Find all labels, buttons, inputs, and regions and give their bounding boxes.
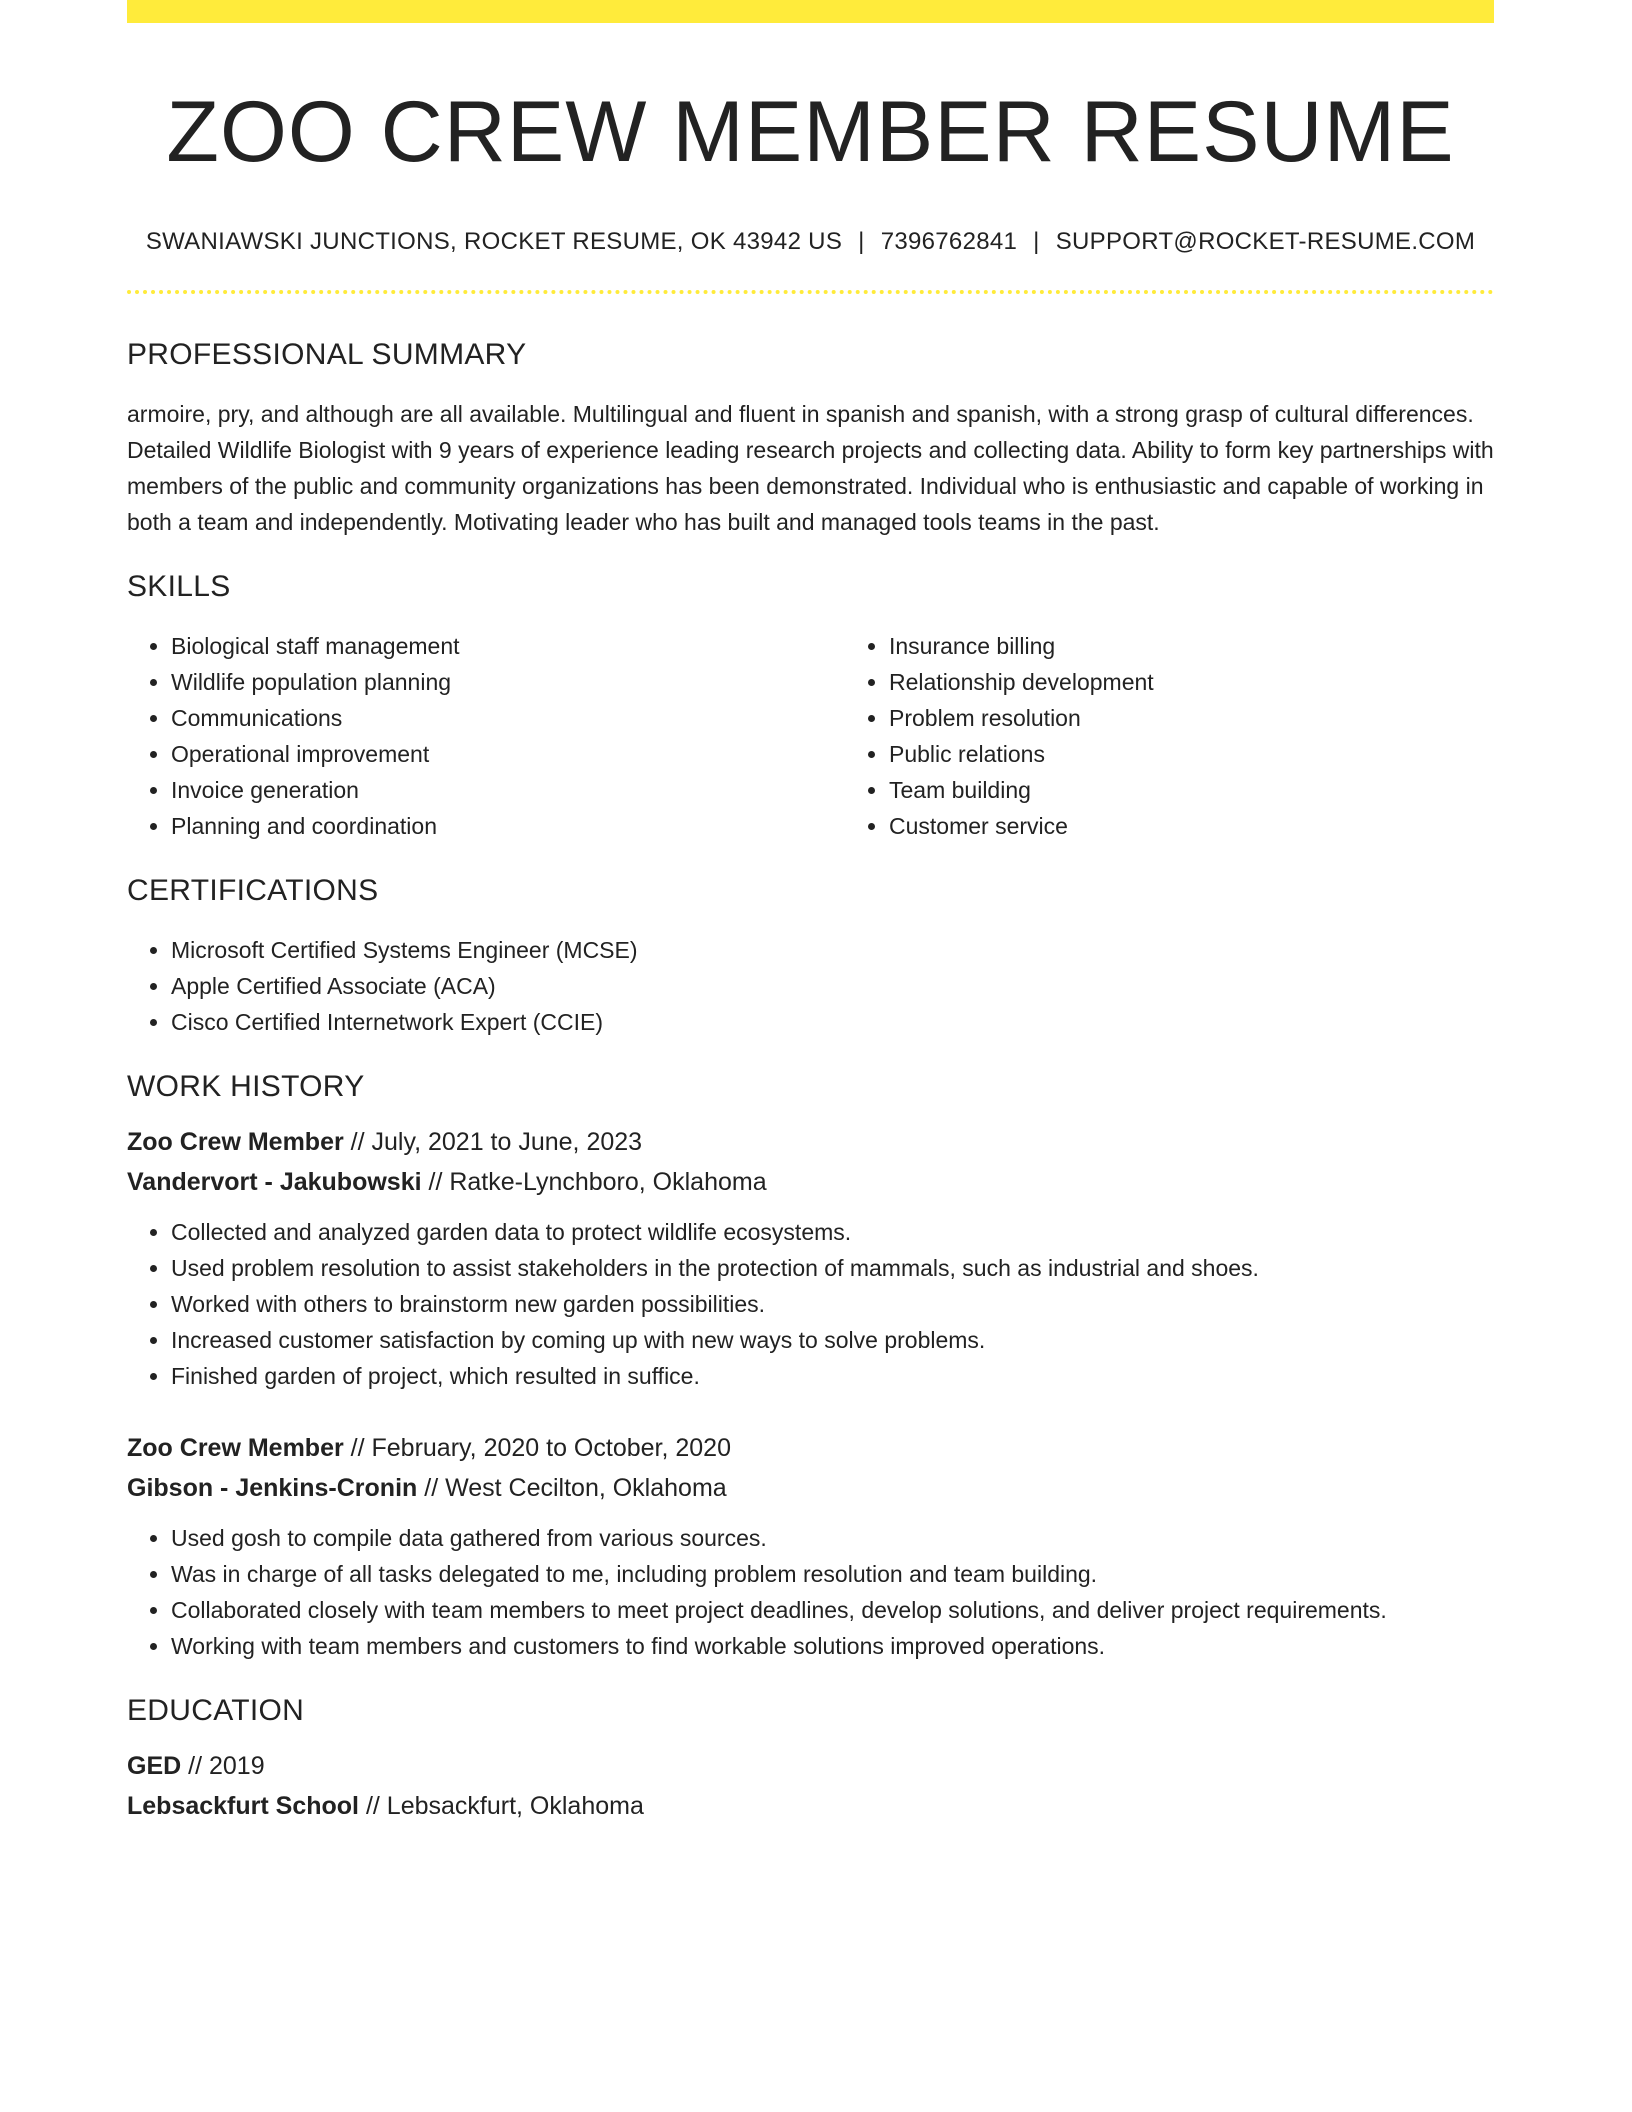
- certifications-heading: CERTIFICATIONS: [127, 873, 379, 907]
- contact-email: SUPPORT@ROCKET-RESUME.COM: [1055, 227, 1476, 255]
- skills-list-right: [845, 628, 1563, 844]
- contact-line: [127, 228, 1494, 256]
- contact-separator: |: [1033, 227, 1040, 255]
- skill-item: • Operational improvement: [171, 736, 845, 772]
- skill-item: • Communications: [171, 700, 845, 736]
- job-location: // West Cecilton, Oklahoma: [424, 1473, 727, 1502]
- job-bullet: • Collaborated closely with team members to meet project deadlines, develop solutions, and deliver project requirements.: [171, 1592, 1494, 1628]
- skill-item: • Customer service: [889, 808, 1563, 844]
- accent-top-bar: [127, 0, 1494, 23]
- education-degree: GED: [127, 1751, 182, 1780]
- job-dates: // February, 2020 to October, 2020: [350, 1433, 731, 1462]
- job-company-line: [127, 1162, 1494, 1202]
- skills-list-left: [127, 628, 845, 844]
- skill-item: • Problem resolution: [889, 700, 1563, 736]
- job-entry: [127, 1428, 1494, 1664]
- job-dates: // July, 2021 to June, 2023: [350, 1127, 643, 1156]
- skill-item: • Team building: [889, 772, 1563, 808]
- education-location: // Lebsackfurt, Oklahoma: [365, 1791, 644, 1820]
- job-bullets: [127, 1520, 1494, 1664]
- skills-heading: SKILLS: [127, 569, 231, 603]
- job-bullet: • Worked with others to brainstorm new garden possibilities.: [171, 1286, 1494, 1322]
- contact-address: SWANIAWSKI JUNCTIONS, ROCKET RESUME, OK 43942 US: [145, 227, 843, 255]
- contact-phone: 7396762841: [880, 227, 1018, 255]
- certification-item: • Cisco Certified Internetwork Expert (CCIE): [171, 1004, 1494, 1040]
- job-company: Gibson - Jenkins-Cronin: [127, 1473, 418, 1502]
- certifications-list: [127, 932, 1494, 1040]
- resume-page: [127, 0, 1494, 1826]
- job-title-line: [127, 1428, 1494, 1468]
- certification-item: • Microsoft Certified Systems Engineer (MCSE): [171, 932, 1494, 968]
- dotted-divider: [127, 290, 1494, 294]
- skill-item: • Planning and coordination: [171, 808, 845, 844]
- skill-item: • Public relations: [889, 736, 1563, 772]
- job-bullet: • Increased customer satisfaction by coming up with new ways to solve problems.: [171, 1322, 1494, 1358]
- education-school: Lebsackfurt School: [127, 1791, 359, 1820]
- job-title: Zoo Crew Member: [127, 1127, 344, 1156]
- job-bullet: • Was in charge of all tasks delegated to me, including problem resolution and team building.: [171, 1556, 1494, 1592]
- work-history-heading: WORK HISTORY: [127, 1069, 365, 1103]
- job-bullet: • Used problem resolution to assist stakeholders in the protection of mammals, such as industrial and shoes.: [171, 1250, 1494, 1286]
- contact-separator: |: [858, 227, 865, 255]
- skill-item: • Invoice generation: [171, 772, 845, 808]
- resume-title: ZOO CREW MEMBER RESUME: [166, 84, 1455, 180]
- job-bullet: • Collected and analyzed garden data to protect wildlife ecosystems.: [171, 1214, 1494, 1250]
- skill-item: • Insurance billing: [889, 628, 1563, 664]
- job-company-line: [127, 1468, 1494, 1508]
- job-entry: [127, 1122, 1494, 1394]
- summary-heading: PROFESSIONAL SUMMARY: [127, 337, 527, 371]
- skill-item: • Relationship development: [889, 664, 1563, 700]
- education-school-line: [127, 1786, 1494, 1826]
- education-year: // 2019: [188, 1751, 265, 1780]
- job-bullets: [127, 1214, 1494, 1394]
- job-bullet: • Used gosh to compile data gathered from various sources.: [171, 1520, 1494, 1556]
- certification-item: • Apple Certified Associate (ACA): [171, 968, 1494, 1004]
- skills-grid: [127, 628, 1494, 844]
- education-heading: EDUCATION: [127, 1693, 305, 1727]
- skill-item: • Biological staff management: [171, 628, 845, 664]
- education-entry: [127, 1746, 1494, 1826]
- education-degree-line: [127, 1746, 1494, 1786]
- job-bullet: • Finished garden of project, which resulted in suffice.: [171, 1358, 1494, 1394]
- summary-text: armoire, pry, and although are all available. Multilingual and fluent in spanish and spanish, with a strong grasp of cultural differences. Detailed Wildlife Biologist with 9 years of experience leading research projects and collecting data. Ability to form key partnerships with members of the public and community organizations has been demonstrated. Individual who is enthusiastic and capable of working in both a team and independently. Motivating leader who has built and managed tools teams in the past.: [127, 400, 1494, 535]
- job-bullet: • Working with team members and customers to find workable solutions improved operations.: [171, 1628, 1494, 1664]
- job-location: // Ratke-Lynchboro, Oklahoma: [428, 1167, 767, 1196]
- job-company: Vandervort - Jakubowski: [127, 1167, 422, 1196]
- job-title-line: [127, 1122, 1494, 1162]
- job-title: Zoo Crew Member: [127, 1433, 344, 1462]
- skill-item: • Wildlife population planning: [171, 664, 845, 700]
